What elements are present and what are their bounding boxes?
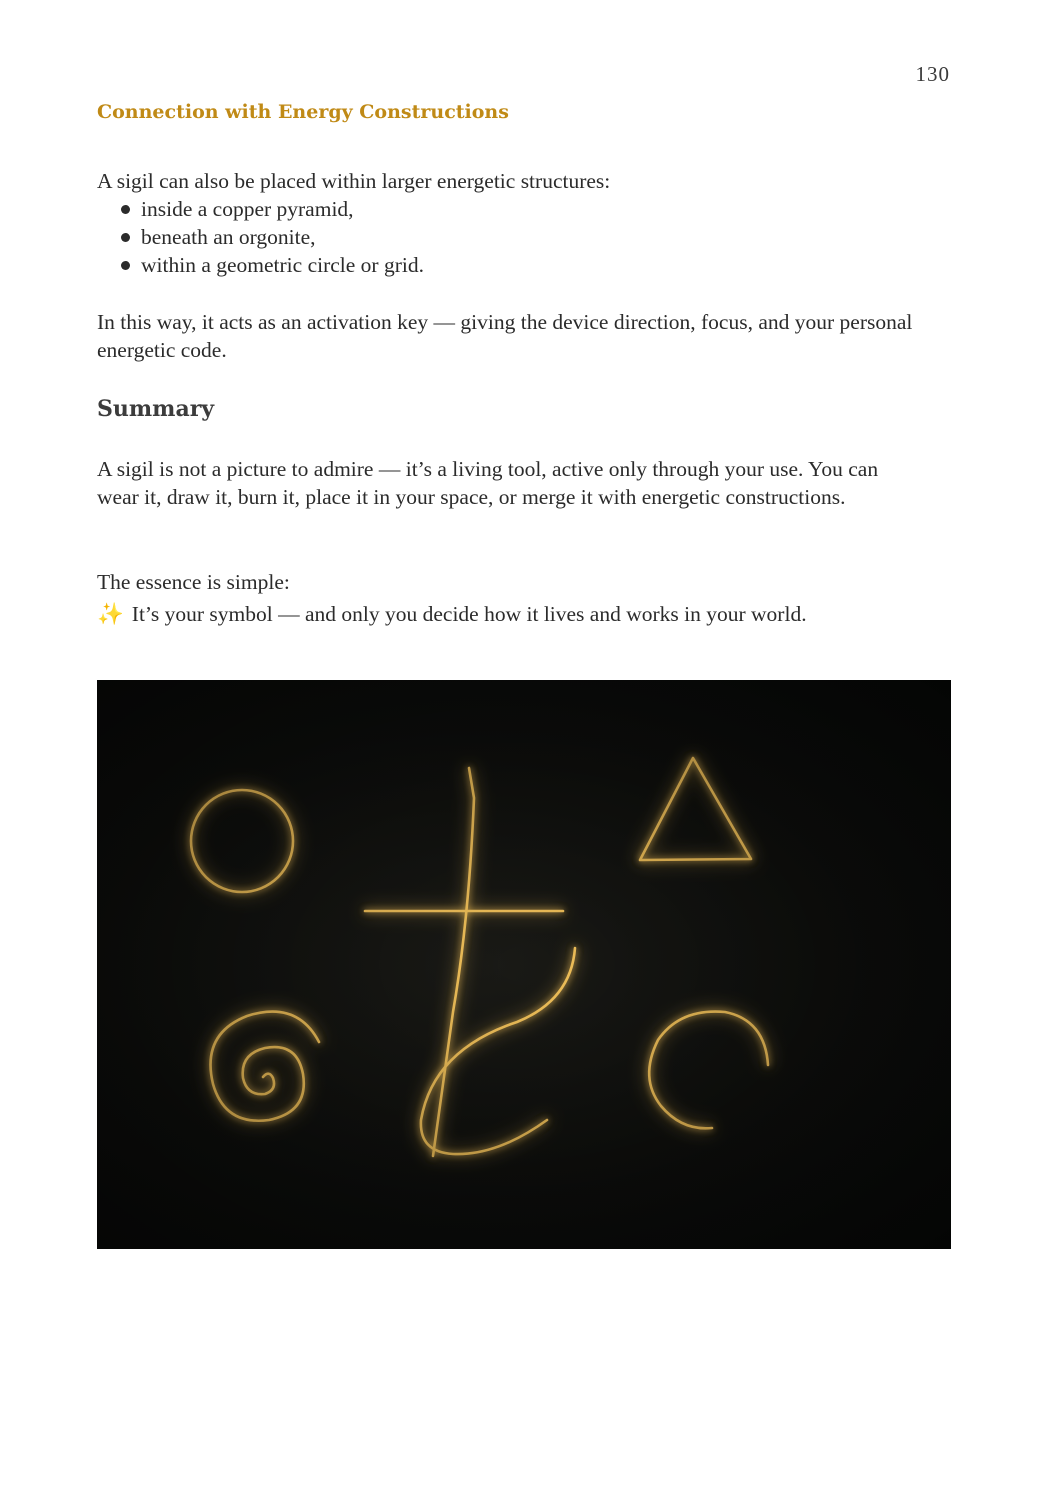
list-item xyxy=(119,223,424,251)
list-item-text: beneath an orgonite, xyxy=(141,225,316,249)
list-item xyxy=(119,195,424,223)
list-item xyxy=(119,251,424,279)
section-heading: Connection with Energy Constructions xyxy=(97,101,509,123)
vignette-overlay xyxy=(97,680,951,1249)
essence-line xyxy=(97,600,957,628)
bullet-icon xyxy=(121,233,130,242)
essence-intro: The essence is simple: xyxy=(97,570,290,594)
section-closing: In this way, it acts as an activation key — giving the device direction, focus, and your personal energetic code. xyxy=(97,310,913,362)
sigil-symbols-svg xyxy=(97,680,951,1249)
summary-paragraph: A sigil is not a picture to admire — it’s a living tool, active only through your use. You can wear it, draw it, burn it, place it in your space, or merge it with energetic constructions. xyxy=(97,457,879,509)
sparkles-icon: ✨ xyxy=(97,602,124,626)
sigil-illustration xyxy=(97,680,951,1249)
summary-heading: Summary xyxy=(97,396,215,422)
list-item-text: within a geometric circle or grid. xyxy=(141,253,424,277)
list-item-text: inside a copper pyramid, xyxy=(141,197,354,221)
bullet-icon xyxy=(121,261,130,270)
essence-text: It’s your symbol — and only you decide how it lives and works in your world. xyxy=(131,602,807,626)
page-number: 130 xyxy=(915,62,950,86)
structures-list xyxy=(119,195,424,279)
section-intro: A sigil can also be placed within larger energetic structures: xyxy=(97,169,611,193)
bullet-icon xyxy=(121,205,130,214)
